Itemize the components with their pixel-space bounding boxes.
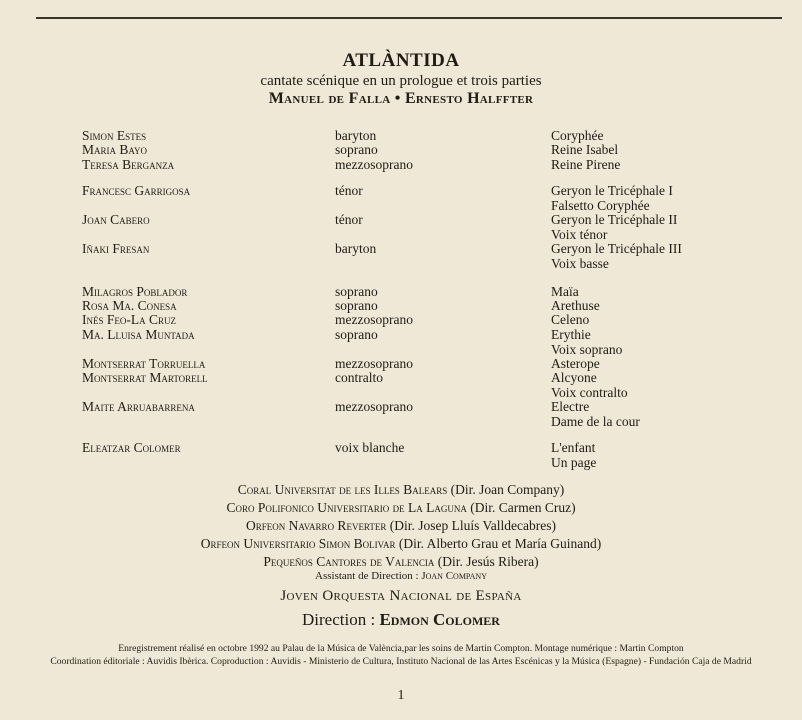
singer-name: Joan Cabero bbox=[82, 212, 150, 227]
choir-name: Coral Universitat de les Illes Balears bbox=[237, 482, 448, 497]
direction-label: Direction : bbox=[302, 610, 376, 629]
choir-line bbox=[0, 499, 802, 517]
singer-name: Maite Arruabarrena bbox=[82, 399, 195, 414]
voice-type: ténor bbox=[335, 183, 363, 198]
role-names bbox=[551, 328, 622, 357]
assistant-label: Assistant de Direction : bbox=[315, 570, 419, 582]
role-names bbox=[551, 242, 682, 271]
choir-director: (Dir. Josep Lluís Valldecabres) bbox=[389, 518, 556, 533]
voice-type: mezzosoprano bbox=[335, 399, 413, 414]
singer-name: Maria Bayo bbox=[82, 142, 148, 157]
role-names bbox=[551, 313, 589, 328]
credits-line: Enregistrement réalisé en octobre 1992 au Palau de la Música de València,par les soins de Martin Compton. Montage numérique : Martin Compton bbox=[118, 643, 684, 654]
work-subtitle: cantate scénique en un prologue et trois parties bbox=[260, 73, 542, 89]
role-line: Falsetto Coryphée bbox=[551, 197, 650, 213]
singer-name: Inés Feo-La Cruz bbox=[82, 312, 176, 327]
choir-name: Orfeon Navarro Reverter bbox=[246, 518, 387, 533]
recording-credits bbox=[0, 642, 802, 668]
role-names bbox=[551, 213, 677, 242]
voice-type: mezzosoprano bbox=[335, 356, 413, 371]
role-line: Voix soprano bbox=[551, 341, 623, 357]
role-line: Erythie bbox=[551, 327, 591, 342]
role-line: Celeno bbox=[551, 312, 590, 327]
role-line: Dame de la cour bbox=[551, 413, 640, 429]
voice-type: baryton bbox=[335, 241, 377, 256]
voice-type: soprano bbox=[335, 142, 378, 157]
role-names bbox=[551, 158, 620, 173]
voice-type: voix blanche bbox=[335, 440, 405, 455]
assistant-name: Joan Company bbox=[421, 570, 487, 582]
role-line: Voix basse bbox=[551, 255, 609, 271]
choir-director: (Dir. Jesús Ribera) bbox=[437, 554, 539, 569]
role-names bbox=[551, 400, 640, 429]
choir-line bbox=[0, 517, 802, 535]
role-names bbox=[551, 184, 673, 213]
voice-type: ténor bbox=[335, 212, 363, 227]
credits-line: Coordination éditoriale : Auvidis Ibèrica. Coproduction : Auvidis - Ministerio de Cultura, Instituto Nacional de las Artes Escénicas y la Música (Espagne) - Fundación Caja de Madrid bbox=[50, 656, 752, 667]
choir-name: Orfeon Universitario Simon Bolivar bbox=[200, 536, 396, 551]
composers: Manuel de Falla • Ernesto Halffter bbox=[268, 90, 534, 107]
role-line: Geryon le Tricéphale I bbox=[551, 183, 673, 198]
role-line: Arethuse bbox=[551, 298, 600, 313]
singer-name: Montserrat Torruella bbox=[82, 356, 206, 371]
choirs-list bbox=[0, 481, 802, 571]
choir-line bbox=[0, 553, 802, 571]
work-title: ATLÀNTIDA bbox=[342, 50, 460, 71]
role-line: Maïa bbox=[551, 284, 579, 299]
role-names bbox=[551, 441, 596, 470]
role-line: Reine Pirene bbox=[551, 157, 621, 172]
role-line: Coryphée bbox=[551, 128, 604, 143]
direction bbox=[0, 610, 802, 630]
singer-name: Rosa Ma. Conesa bbox=[82, 298, 177, 313]
choir-director: (Dir. Carmen Cruz) bbox=[470, 500, 576, 515]
singer-name: Montserrat Martorell bbox=[82, 370, 208, 385]
choir-line bbox=[0, 481, 802, 499]
singer-name: Ma. Lluisa Muntada bbox=[82, 327, 195, 342]
choir-director: (Dir. Alberto Grau et María Guinand) bbox=[398, 536, 602, 551]
choir-name: Coro Polifonico Universitario de La Laguna bbox=[226, 500, 467, 515]
voice-type: contralto bbox=[335, 370, 383, 385]
orchestra: Joven Orquesta Nacional de España bbox=[280, 588, 522, 604]
assistant-director bbox=[0, 570, 802, 582]
role-line: Geryon le Tricéphale III bbox=[551, 241, 682, 256]
role-line: Voix contralto bbox=[551, 384, 628, 400]
singer-name: Teresa Berganza bbox=[82, 157, 175, 172]
role-names bbox=[551, 143, 618, 158]
voice-type: mezzosoprano bbox=[335, 157, 413, 172]
singer-name: Eleatzar Colomer bbox=[82, 440, 181, 455]
role-line: Alcyone bbox=[551, 370, 597, 385]
role-line: Geryon le Tricéphale II bbox=[551, 212, 678, 227]
singer-name: Simon Estes bbox=[82, 128, 147, 143]
role-line: Voix ténor bbox=[551, 226, 608, 242]
voice-type: baryton bbox=[335, 128, 377, 143]
voice-type: mezzosoprano bbox=[335, 312, 413, 327]
choir-name: Pequeños Cantores de Valencia bbox=[263, 554, 435, 569]
choir-line bbox=[0, 535, 802, 553]
singer-name: Francesc Garrigosa bbox=[82, 183, 191, 198]
role-line: L'enfant bbox=[551, 440, 596, 455]
role-line: Electre bbox=[551, 399, 590, 414]
role-line: Un page bbox=[551, 454, 597, 470]
conductor-name: Edmon Colomer bbox=[379, 610, 500, 629]
choir-director: (Dir. Joan Company) bbox=[450, 482, 565, 497]
singer-name: Milagros Poblador bbox=[82, 284, 188, 299]
singer-name: Iñaki Fresan bbox=[82, 241, 150, 256]
page-number: 1 bbox=[397, 688, 405, 703]
voice-type: soprano bbox=[335, 284, 378, 299]
role-line: Asterope bbox=[551, 356, 600, 371]
voice-type: soprano bbox=[335, 327, 378, 342]
voice-type: soprano bbox=[335, 298, 378, 313]
role-names bbox=[551, 371, 628, 400]
role-line: Reine Isabel bbox=[551, 142, 619, 157]
